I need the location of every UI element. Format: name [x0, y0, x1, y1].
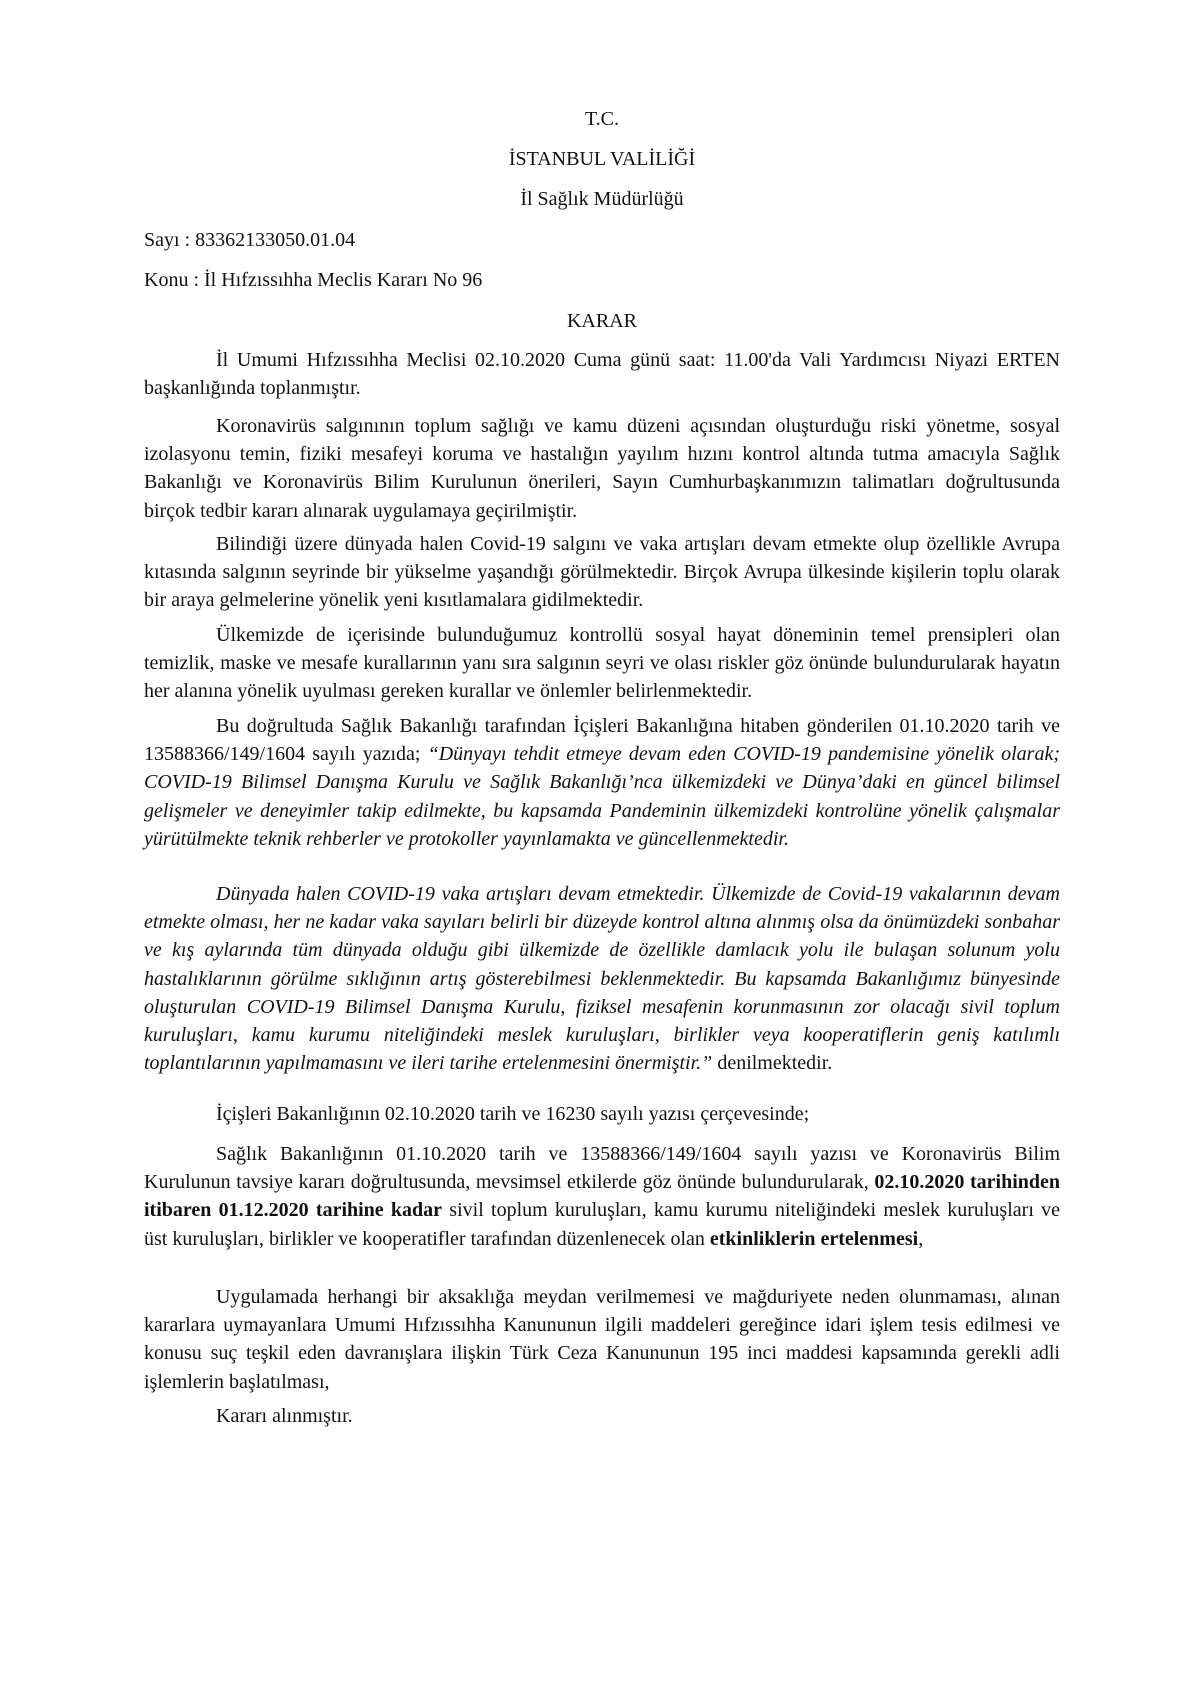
ministry-letter-intro: Bu doğrultuda Sağlık Bakanlığı tarafından İçişleri Bakanlığına hitaben gönderilen 01.10.2020 tarih ve 13588366/149/1604 sayılı yazıda; — [144, 715, 1060, 766]
header-health-directorate: İl Sağlık Müdürlüğü — [520, 188, 684, 210]
paragraph-meeting: İl Umumi Hıfzıssıhha Meclisi 02.10.2020 Cuma günü saat: 11.00'da Vali Yardımcısı Niyazi ERTEN başkanlığında toplanmıştır. — [144, 349, 1060, 400]
decision-date-range: 02.10.2020 tarihinden itibaren 01.12.2020 tarihine kadar — [144, 1171, 1060, 1222]
paragraph-ministry-letter — [144, 712, 1060, 853]
paragraph-decision — [144, 1140, 1060, 1253]
decision-comma: , — [918, 1227, 924, 1250]
paragraph-quote-continued — [144, 880, 1060, 1077]
subject-line: Konu : İl Hıfzıssıhha Meclis Kararı No 96 — [144, 269, 483, 291]
paragraph-measures: Koronavirüs salgınının toplum sağlığı ve kamu düzeni açısından oluşturduğu riski yönetme, sosyal izolasyonu temin, fiziki mesafeyi koruma ve hastalığın yayılım hızını kontrol altında tutma amacıyla Sağlık Bakanlığı ve Koronavirüs Bilim Kurulunun önerileri, Sayın Cumhurbaşkanımızın talimatları doğrultusunda birçok tedbir kararı alınarak uygulamaya geçirilmiştir. — [144, 415, 1060, 522]
quote-continued-text: Dünyada halen COVID-19 vaka artışları devam etmektedir. Ülkemizde de Covid-19 vakalarının devam etmekte olması, her ne kadar vaka sayıları belirli bir düzeyde kontrol altına alınmış olsa da önümüzdeki sonbahar ve kış aylarında tüm dünyada olduğu gibi ülkemizde de özellikle damlacık yolu ile bulaşan solunum yolu hastalıklarının görülme sıklığının artış gösterebilmesi beklenmektedir. Bu kapsamda Bakanlığımız bünyesinde oluşturulan COVID-19 Bilimsel Danışma Kurulu, fiziksel mesafenin korunmasının zor olacağı sivil toplum kuruluşları, kamu kurumu niteliğindeki meslek kuruluşları, birlikler veya kooperatiflerin geniş katılımlı toplantılarının yapılmamasını ve ileri tarihe ertelenmesini önermiştir.” — [144, 883, 1060, 1075]
paragraph-conclusion: Kararı alınmıştır. — [216, 1405, 353, 1427]
decision-scope: sivil toplum kuruluşları, kamu kurumu niteliğindeki meslek kuruluşları ve üst kuruluşları, birlikler ve kooperatifler tarafından düzenlenecek olan — [144, 1199, 1060, 1250]
decision-postponement: etkinliklerin ertelenmesi — [709, 1227, 919, 1250]
paragraph-rules: Ülkemizde de içerisinde bulunduğumuz kontrollü sosyal hayat döneminin temel prensipleri olan temizlik, maske ve mesafe kurallarının yanı sıra salgının seyri ve olası riskler göz önünde bulundurularak hayatın her alanına yönelik uyulması gereken kurallar ve önlemler belirlenmektedir. — [144, 624, 1060, 703]
document-title: KARAR — [566, 310, 637, 332]
header-governorship: İSTANBUL VALİLİĞİ — [508, 148, 696, 170]
paragraph-interior-letter: İçişleri Bakanlığının 02.10.2020 tarih ve 16230 sayılı yazısı çerçevesinde; — [216, 1103, 810, 1125]
paragraph-europe: Bilindiği üzere dünyada halen Covid-19 salgını ve vaka artışları devam etmekte olup özellikle Avrupa kıtasında salgının seyrinde bir yükselme yaşandığı görülmektedir. Birçok Avrupa ülkesinde kişilerin toplu olarak bir araya gelmelerine yönelik yeni kısıtlamalara gidilmektedir. — [144, 533, 1060, 612]
ministry-letter-quote: “Dünyayı tehdit etmeye devam eden COVID-19 pandemisine yönelik olarak; COVID-19 Bilimsel Danışma Kurulu ve Sağlık Bakanlığı’nca ülkemizdeki ve Dünya’daki en güncel bilimsel gelişmeler ve deneyimler takip edilmekte, bu kapsamda Pandeminin ülkemizdeki kontrolüne yönelik çalışmalar yürütülmekte teknik rehberler ve protokoller yayınlamakta ve güncellenmektedir. — [144, 743, 1061, 850]
reference-number: Sayı : 83362133050.01.04 — [144, 229, 356, 251]
quote-continued-end: denilmektedir. — [712, 1052, 833, 1075]
header-tc: T.C. — [584, 108, 620, 130]
decision-intro: Sağlık Bakanlığının 01.10.2020 tarih ve 13588366/149/1604 sayılı yazısı ve Koronavirüs Bilim Kurulunun tavsiye kararı doğrultusunda, mevsimsel etkilerde göz önünde bulundurularak, — [144, 1143, 1060, 1194]
paragraph-enforcement: Uygulamada herhangi bir aksaklığa meydan verilmemesi ve mağduriyete neden olunmaması, alınan kararlara uymayanlara Umumi Hıfzıssıhha Kanununun ilgili maddeleri gereğince idari işlem tesis edilmesi ve konusu suç teşkil eden davranışlara ilişkin Türk Ceza Kanununun 195 inci maddesi kapsamında gerekli adli işlemlerin başlatılması, — [144, 1286, 1060, 1393]
